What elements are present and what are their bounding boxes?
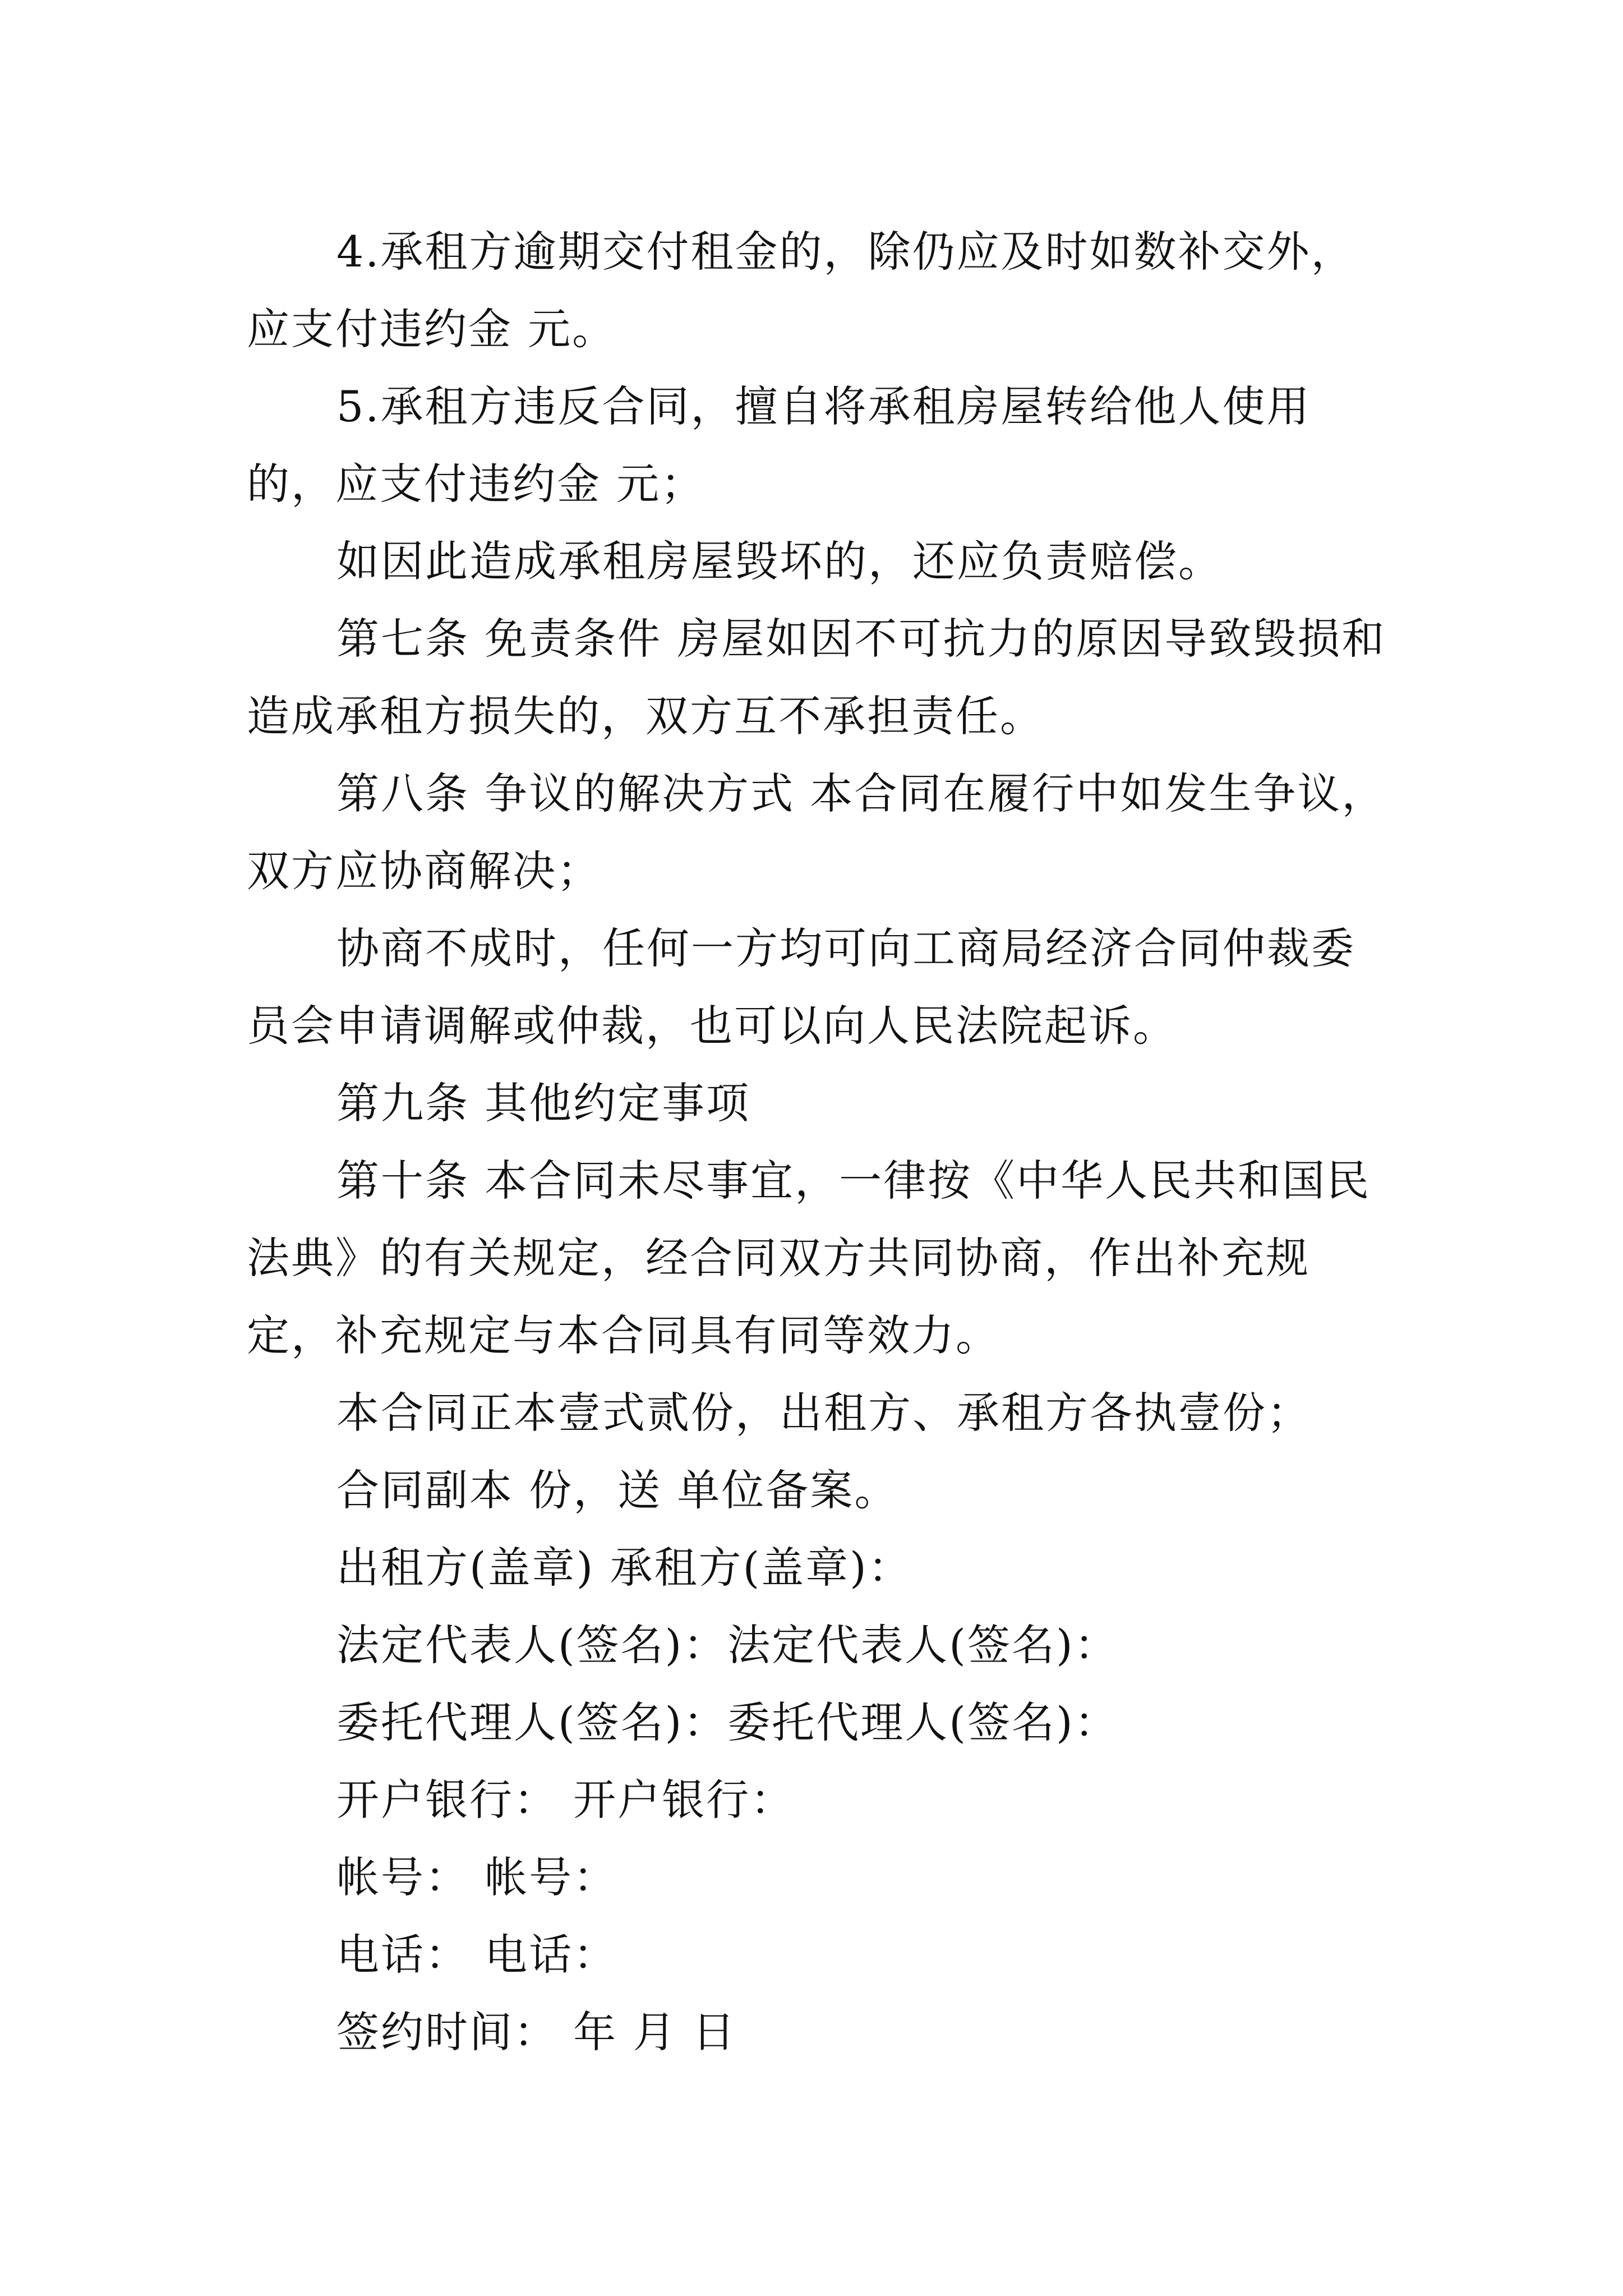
- clause-sublet-penalty: 5.承租方违反合同，擅自将承租房屋转给他人使用的，应支付违约金 元；: [247, 381, 1311, 509]
- bank-line: 开户银行： 开户银行：: [336, 1775, 795, 1825]
- signature-seal-line: 出租方(盖章) 承租方(盖章)：: [336, 1543, 912, 1593]
- clause-arbitration: 协商不成时，任何一方均可向工商局经济合同仲裁委员会申请调解或仲裁，也可以向人民法院起诉。: [247, 923, 1355, 1051]
- contract-body: [247, 213, 1391, 2071]
- clause-copies: 本合同正本壹式贰份，出租方、承租方各执壹份；: [336, 1388, 1311, 1438]
- article-8-dispute-resolution: 第八条 争议的解决方式 本合同在履行中如发生争议，双方应协商解决；: [247, 769, 1386, 896]
- signature-legal-rep-line: 法定代表人(签名)：法定代表人(签名)：: [336, 1620, 1119, 1670]
- clause-duplicate-filing: 合同副本 份，送 单位备案。: [336, 1465, 899, 1515]
- article-10-supplementary: 第十条 本合同未尽事宜，一律按《中华人民共和国民法典》的有关规定，经合同双方共同协商，作出补充规定，补充规定与本合同具有同等效力。: [247, 1156, 1371, 1360]
- clause-late-rent-penalty: 4.承租方逾期交付租金的，除仍应及时如数补交外，应支付违约金 元。: [247, 227, 1355, 354]
- article-7-exemption: 第七条 免责条件 房屋如因不可抗力的原因导致毁损和造成承租方损失的，双方互不承担责任。: [247, 614, 1386, 741]
- signing-date-line: 签约时间： 年 月 日: [336, 2007, 737, 2057]
- signature-agent-line: 委托代理人(签名)：委托代理人(签名)：: [336, 1697, 1119, 1747]
- phone-line: 电话： 电话：: [336, 1930, 618, 1980]
- article-9-other-terms: 第九条 其他约定事项: [336, 1078, 751, 1128]
- account-line: 帐号： 帐号：: [336, 1852, 618, 1902]
- clause-damage-compensation: 如因此造成承租房屋毁坏的，还应负责赔偿。: [336, 536, 1223, 586]
